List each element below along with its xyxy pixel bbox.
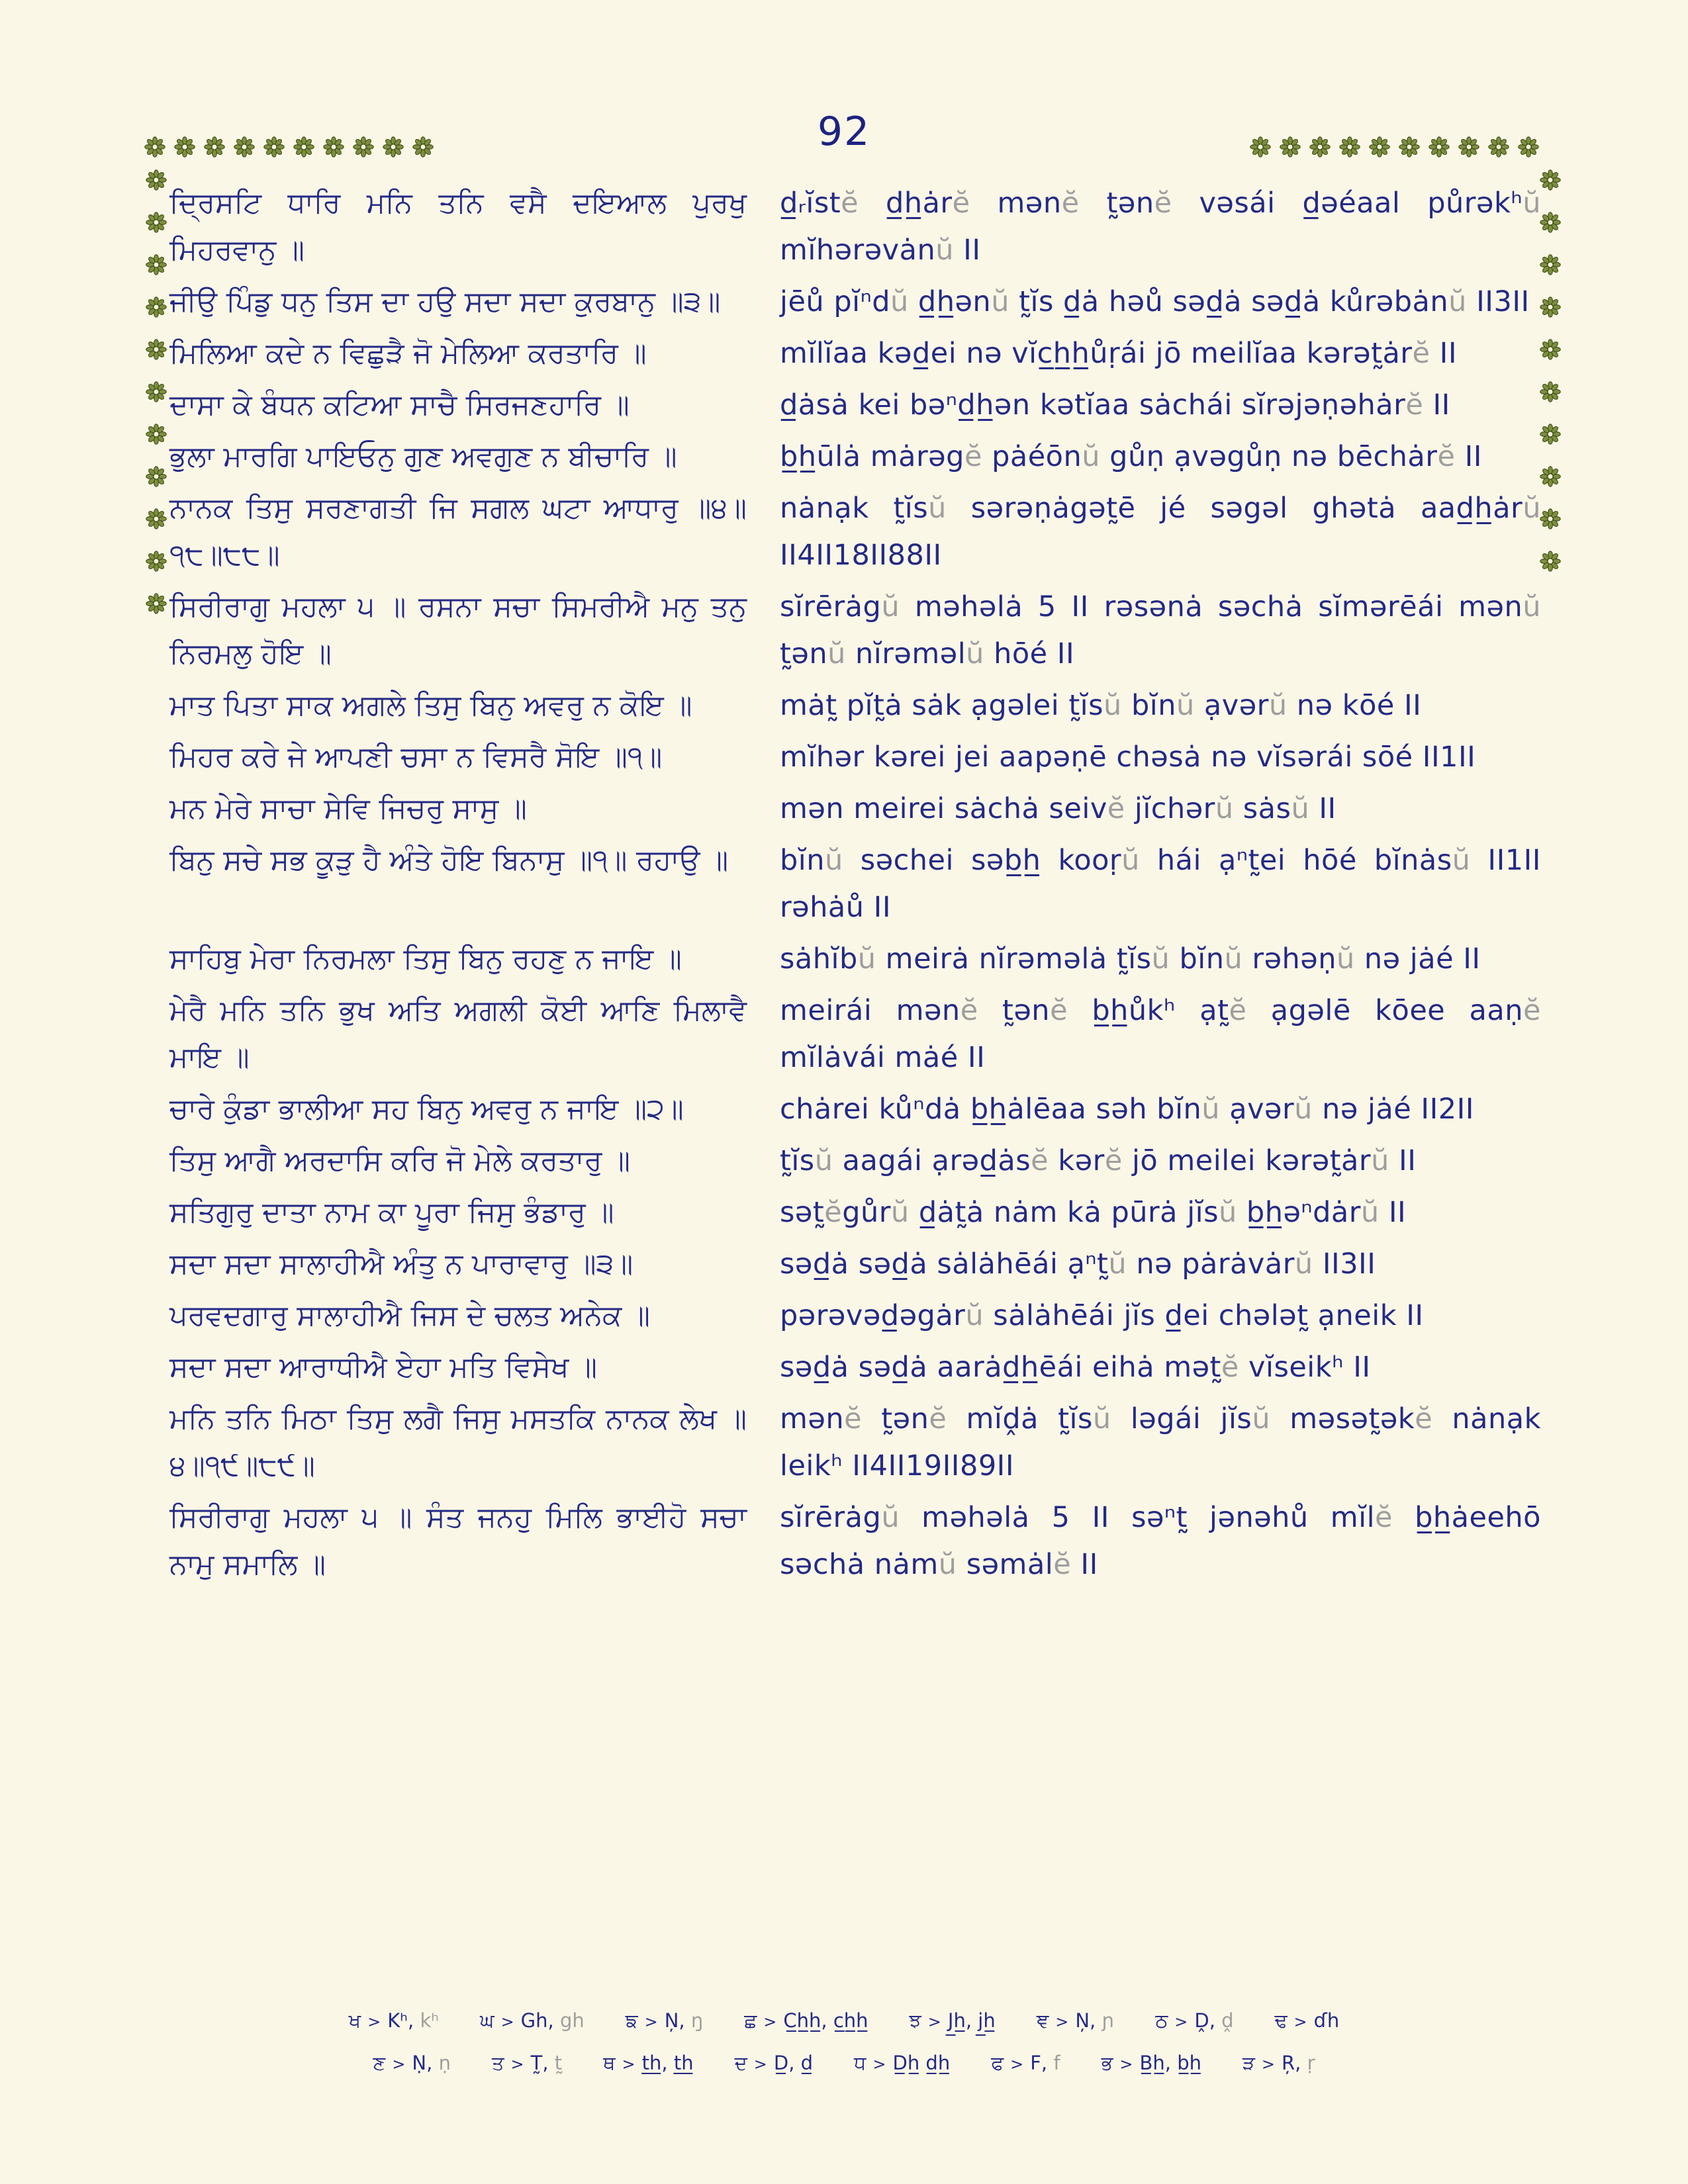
muted-letter: ŭ: [966, 637, 984, 670]
gurmukhi-letter: ਠ: [1155, 2009, 1168, 2032]
muted-letter: ĕ: [1107, 792, 1125, 825]
flower-ornament-icon: [1399, 136, 1420, 158]
muted-letter: ŭ: [857, 942, 876, 976]
muted-letter: ŭ: [1523, 187, 1541, 220]
flower-ornament-icon: [323, 136, 344, 158]
flower-ornament-icon: [1540, 381, 1561, 402]
muted-letter: ŭ: [965, 1299, 984, 1332]
muted-letter: ĕ: [1221, 1351, 1239, 1384]
muted-letter: ŭ: [1092, 1402, 1111, 1435]
muted-letter: ŭ: [1294, 1093, 1313, 1126]
transliteration-text: d̲ᵣĭstĕ d̲h̲ȧrĕ mənĕ t̰ənĕ vəsái d̲əéaal půrəkʰŭ mĭhərəvȧnŭ II: [780, 187, 1541, 267]
muted-letter: ĕ: [929, 1402, 947, 1435]
gurmukhi-text: ਭੁਲਾ ਮਾਰਗਿ ਪਾਇਓਨੁ ਗੁਣ ਅਵਗੁਣ ਨ ਬੀਚਾਰਿ ॥: [169, 440, 677, 473]
gurmukhi-letter: ਥ: [603, 2052, 616, 2074]
flower-ornament-icon: [1429, 136, 1450, 158]
gurmukhi-text: ਬਿਨੁ ਸਚੇ ਸਭ ਕੂੜੁ ਹੈ ਅੰਤੇ ਹੋਇ ਬਿਨਾਸੁ ॥੧॥ ਰਹਾਉ ॥: [169, 844, 729, 877]
legend-item: [480, 2000, 585, 2042]
gurmukhi-text: ਸਿਰੀਰਾਗੁ ਮਹਲਾ ੫ ॥ ਸੰਤ ਜਨਹੁ ਮਿਲਿ ਭਾਈਹੋ ਸਚਾ ਨਾਮੁ ਸਮਾਲਿ ॥: [169, 1501, 747, 1581]
legend-row: [0, 2000, 1688, 2042]
verse-row: [169, 330, 1541, 377]
muted-letter: ŭ: [1252, 1402, 1271, 1435]
muted-letter: ṇ: [438, 2052, 451, 2074]
transliteration-text: d̲ȧsȧ kei bəⁿd̲h̲ən kətĭaa sȧchái sĭrəjəṇəhȧrĕ II: [780, 388, 1450, 422]
legend-item: [744, 2000, 868, 2042]
mapping-text: Gh, gh: [520, 2009, 585, 2032]
legend-item: [910, 2000, 996, 2042]
muted-letter: ĕ: [960, 994, 978, 1027]
muted-letter: ĕ: [1412, 337, 1430, 370]
mapping-arrow-icon: >: [1010, 2055, 1024, 2073]
gurmukhi-text: ਮਿਹਰ ਕਰੇ ਜੇ ਆਪਣੀ ਚਸਾ ਨ ਵਿਸਰੈ ਸੋਇ ॥੧॥: [169, 741, 663, 774]
flower-ornament-icon: [1540, 466, 1561, 487]
muted-letter: gh: [559, 2009, 585, 2032]
transliteration-text: b̲h̲ūlȧ mȧrəgĕ pȧéōnŭ gůṇ ạvəgůṇ nə bēchȧrĕ II: [780, 440, 1482, 473]
mapping-arrow-icon: >: [500, 2013, 514, 2031]
mapping-text: Ṇ, ṇ: [412, 2052, 451, 2074]
mapping-text: Kʰ, kʰ: [387, 2009, 439, 2032]
flower-ornament-icon: [146, 254, 167, 275]
gurmukhi-text: ਚਾਰੇ ਕੁੰਡਾ ਭਾਲੀਆ ਸਹ ਬਿਨੁ ਅਵਰੁ ਨ ਜਾਇ ॥੨॥: [169, 1093, 684, 1126]
muted-letter: t̰: [554, 2052, 563, 2074]
legend-item: [349, 2000, 439, 2042]
flower-ornament-icon: [1369, 136, 1390, 158]
mapping-arrow-icon: >: [392, 2055, 406, 2073]
muted-letter: ĕ: [1154, 187, 1172, 220]
transliteration-text: chȧrei kůⁿdȧ b̲h̲ȧlēaa səh bĭnŭ ạvərŭ nə jȧé II2II: [780, 1093, 1474, 1126]
muted-letter: ĕ: [841, 187, 859, 220]
transliteration-text: mənĕ t̰ənĕ mĭḓȧ t̰ĭsŭ ləgái jĭsŭ məsət̰əkĕ nȧnạk leikʰ II4II19II89II: [780, 1402, 1541, 1482]
muted-letter: ĕ: [1050, 994, 1068, 1027]
muted-letter: f: [1053, 2052, 1060, 2074]
gurmukhi-letter: ਢ: [1274, 2009, 1288, 2032]
gurmukhi-text: ਦ੍ਰਿਸਟਿ ਧਾਰਿ ਮਨਿ ਤਨਿ ਵਸੈ ਦਇਆਲ ਪੁਰਖੁ ਮਿਹਰਵਾਨੁ ॥: [169, 187, 747, 267]
transliteration-text: sĭrērȧgŭ məhəlȧ 5 II rəsənȧ səchȧ sĭmərēái mənŭ t̰ənŭ nĭrəməlŭ hōé II: [780, 590, 1541, 670]
verse-row: [169, 1241, 1541, 1288]
verse-row: [169, 1138, 1541, 1185]
gurmukhi-text: ਜੀਉ ਪਿੰਡੁ ਧਨੁ ਤਿਸ ਦਾ ਹਉ ਸਦਾ ਸਦਾ ਕੁਰਬਾਨੁ ॥੩॥: [169, 285, 721, 318]
gurmukhi-text: ਮਾਤ ਪਿਤਾ ਸਾਕ ਅਗਲੇ ਤਿਸੁ ਬਿਨੁ ਅਵਰੁ ਨ ਕੋਇ ॥: [169, 689, 692, 722]
muted-letter: ŭ: [1219, 1196, 1237, 1229]
muted-letter: ŭ: [1371, 1144, 1389, 1177]
flower-ornament-icon: [146, 296, 167, 318]
verse-row: [169, 382, 1541, 429]
gurmukhi-text: ਪਰਵਦਗਾਰੁ ਸਾਲਾਹੀਐ ਜਿਸ ਦੇ ਚਲਤ ਅਨੇਕ ॥: [169, 1299, 650, 1332]
flower-ornament-icon: [1540, 212, 1561, 233]
muted-letter: ŭ: [1151, 942, 1170, 976]
muted-letter: ŭ: [1523, 492, 1541, 525]
verse-row: [169, 485, 1541, 579]
verse-row: [169, 682, 1541, 729]
gurmukhi-text: ਸਦਾ ਸਦਾ ਆਰਾਧੀਐ ਏਹਾ ਮਤਿ ਵਿਸੇਖ ॥: [169, 1351, 598, 1384]
mapping-arrow-icon: >: [510, 2055, 524, 2073]
flower-ornament-icon: [1540, 296, 1561, 318]
verse-row: [169, 279, 1541, 326]
muted-letter: ŭ: [1224, 942, 1243, 976]
mapping-arrow-icon: >: [367, 2013, 381, 2031]
mapping-arrow-icon: >: [1055, 2013, 1069, 2031]
gurmukhi-text: ਦਾਸਾ ਕੇ ਬੰਧਨ ਕਟਿਆ ਸਾਚੈ ਸਿਰਜਣਹਾਰਿ ॥: [169, 388, 630, 422]
mapping-arrow-icon: >: [763, 2013, 777, 2031]
gurmukhi-text: ਸਦਾ ਸਦਾ ਸਾਲਾਹੀਐ ਅੰਤੁ ਨ ਪਾਰਾਵਾਰੁ ॥੩॥: [169, 1248, 633, 1281]
flower-ornament-icon: [146, 466, 167, 487]
flower-ornament-icon: [1540, 424, 1561, 445]
mapping-text: R̦, ṛ: [1282, 2052, 1315, 2074]
transliteration-text: səd̲ȧ səd̲ȧ aarȧd̲h̲ēái eihȧ mət̰ĕ vĭseikʰ II: [780, 1351, 1371, 1384]
legend-item: [854, 2042, 950, 2085]
gurmukhi-letter: ਞ: [1036, 2009, 1049, 2032]
mapping-text: N̦, ɲ: [1075, 2009, 1115, 2032]
muted-letter: ŭ: [1176, 689, 1195, 722]
muted-letter: ṛ: [1307, 2052, 1315, 2074]
mapping-arrow-icon: >: [1174, 2013, 1188, 2031]
gurmukhi-text: ਮਿਲਿਆ ਕਦੇ ਨ ਵਿਛੁੜੈ ਜੋ ਮੇਲਿਆ ਕਰਤਾਰਿ ॥: [169, 337, 647, 370]
gurmukhi-letter: ਤ: [491, 2052, 504, 2074]
muted-letter: ŭ: [1336, 942, 1355, 976]
gurmukhi-text: ਸਿਰੀਰਾਗੁ ਮਹਲਾ ੫ ॥ ਰਸਨਾ ਸਚਾ ਸਿਮਰੀਐ ਮਨੁ ਤਨੁ ਨਿਰਮਲੁ ਹੋਇ ॥: [169, 590, 747, 670]
muted-letter: ŭ: [890, 1196, 910, 1229]
legend-item: [991, 2042, 1060, 2085]
gurmukhi-text: ਮੇਰੈ ਮਨਿ ਤਨਿ ਭੁਖ ਅਤਿ ਅਗਲੀ ਕੋਈ ਆਣਿ ਮਿਲਾਵੈ ਮਾਇ ॥: [169, 994, 747, 1074]
flower-ornament-icon: [263, 136, 285, 158]
flower-ornament-icon: [234, 136, 255, 158]
muted-letter: ĕ: [1061, 187, 1080, 220]
flower-ornament-icon: [204, 136, 225, 158]
mapping-arrow-icon: >: [927, 2013, 941, 2031]
muted-letter: ĕ: [1229, 994, 1247, 1027]
verse-row: [169, 987, 1541, 1081]
verse-row: [169, 1189, 1541, 1236]
muted-letter: ĕ: [1437, 440, 1456, 473]
muted-letter: ĕ: [1375, 1501, 1393, 1534]
gurmukhi-letter: ਙ: [625, 2009, 638, 2032]
flower-ornament-icon: [146, 212, 167, 233]
legend-item: [626, 2000, 703, 2042]
transliteration-text: bĭnŭ səchei səb̲h̲ kooṛŭ hái ạⁿt̰ei hōé bĭnȧsŭ II1II rəhȧů II: [780, 844, 1541, 924]
flower-ornament-icon: [1540, 551, 1561, 572]
transliteration-text: sĭrērȧgŭ məhəlȧ 5 II səⁿt̰ jənəhů mĭlĕ b̲h̲ȧeehō səchȧ nȧmŭ səmȧlĕ II: [780, 1501, 1541, 1581]
transliteration-text: mĭlĭaa kəd̲ei nə vĭc̲h̲h̲ůṛái jō meilĭaa kərət̰ȧrĕ II: [780, 337, 1458, 370]
transliteration-text: t̰ĭsŭ aagái ạrəd̲ȧsĕ kərĕ jō meilei kərət̰ȧrŭ II: [780, 1144, 1417, 1177]
transliteration-text: pərəvəd̲əgȧrŭ sȧlȧhēái jĭs d̲ei chələt̰ ạneik II: [780, 1299, 1424, 1332]
verse-row: [169, 584, 1541, 678]
gurmukhi-text: ਸਾਹਿਬੁ ਮੇਰਾ ਨਿਰਮਲਾ ਤਿਸੁ ਬਿਨੁ ਰਹਣੁ ਨ ਜਾਇ ॥: [169, 942, 682, 976]
muted-letter: ŭ: [881, 590, 900, 623]
mapping-text: F, f: [1030, 2052, 1060, 2074]
legend-item: [1102, 2042, 1201, 2085]
flower-ornament-icon: [144, 136, 165, 158]
muted-letter: ḓ: [1221, 2009, 1234, 2032]
muted-letter: ŭ: [827, 637, 846, 670]
transliteration-text: jēů pĭⁿdŭ d̲h̲ənŭ t̰ĭs d̲ȧ həů səd̲ȧ səd̲ȧ kůrəbȧnŭ II3II: [780, 285, 1530, 318]
gurmukhi-text: ਸਤਿਗੁਰੁ ਦਾਤਾ ਨਾਮ ਕਾ ਪੂਰਾ ਜਿਸੁ ਭੰਡਾਰੁ ॥: [169, 1196, 614, 1229]
ornament-column-left: [146, 169, 167, 614]
flower-ornament-icon: [1339, 136, 1360, 158]
muted-letter: ŭ: [1215, 792, 1234, 825]
muted-letter: ĕ: [1104, 1144, 1123, 1177]
muted-letter: ŭ: [1108, 1248, 1127, 1281]
gurmukhi-letter: ਦ: [734, 2052, 747, 2074]
muted-letter: ŭ: [881, 1501, 900, 1534]
muted-letter: ŭ: [1121, 844, 1140, 877]
mapping-text: C̲h̲h̲, c̲h̲h̲: [783, 2009, 868, 2032]
flower-ornament-icon: [1540, 169, 1561, 191]
muted-letter: ĕ: [1053, 1548, 1072, 1581]
muted-letter: ŭ: [1360, 1196, 1380, 1229]
flower-ornament-icon: [146, 169, 167, 191]
mapping-arrow-icon: >: [1293, 2013, 1307, 2031]
ornament-column-right: [1540, 169, 1561, 572]
flower-ornament-icon: [146, 593, 167, 614]
mapping-arrow-icon: >: [1119, 2055, 1133, 2073]
gurmukhi-letter: ਭ: [1101, 2052, 1113, 2074]
muted-letter: ĕ: [1415, 1402, 1433, 1435]
legend-item: [1243, 2042, 1315, 2085]
gurmukhi-text: ਮਨਿ ਤਨਿ ਮਿਠਾ ਤਿਸੁ ਲਗੈ ਜਿਸੁ ਮਸਤਕਿ ਨਾਨਕ ਲੇਖ ॥੪॥੧੯॥੮੯॥: [169, 1402, 747, 1482]
mapping-arrow-icon: >: [644, 2013, 658, 2031]
page-number: 92: [817, 109, 871, 155]
mapping-text: D̲h̲ d̲h̲: [892, 2052, 951, 2074]
verses-container: [169, 180, 1541, 1593]
muted-letter: ĕ: [964, 440, 982, 473]
mapping-text: ɗh: [1313, 2009, 1340, 2032]
muted-letter: ŭ: [991, 285, 1009, 318]
verse-row: [169, 433, 1541, 480]
flower-ornament-icon: [146, 381, 167, 402]
muted-letter: ŭ: [1448, 285, 1467, 318]
mapping-text: J̲h̲, j̲h̲: [947, 2009, 996, 2032]
gurmukhi-letter: ਝ: [909, 2009, 921, 2032]
muted-letter: ŭ: [825, 844, 843, 877]
transliteration-text: sȧhĭbŭ meirȧ nĭrəməlȧ t̰ĭsŭ bĭnŭ rəhəṇŭ nə jȧé II: [780, 942, 1481, 976]
muted-letter: ŭ: [935, 234, 954, 267]
legend-item: [1037, 2000, 1115, 2042]
gurmukhi-letter: ੜ: [1242, 2052, 1255, 2074]
mapping-arrow-icon: >: [1261, 2055, 1276, 2073]
legend-item: [603, 2042, 693, 2085]
muted-letter: ŭ: [1268, 689, 1288, 722]
muted-letter: ŭ: [1291, 792, 1310, 825]
transliteration-text: mȧt̰ pĭt̰ȧ sȧk ạgəlei t̰ĭsŭ bĭnŭ ạvərŭ nə kōé II: [780, 689, 1422, 722]
flower-ornament-icon: [174, 136, 195, 158]
muted-letter: ŭ: [928, 492, 947, 525]
verse-row: [169, 786, 1541, 833]
ornament-row-top-right: [1250, 136, 1539, 158]
legend-item: [1275, 2000, 1340, 2042]
flower-ornament-icon: [412, 136, 434, 158]
muted-letter: ŋ: [690, 2009, 704, 2032]
muted-letter: kʰ: [420, 2009, 439, 2032]
flower-ornament-icon: [1280, 136, 1301, 158]
mapping-text: D̲, d̲: [773, 2052, 814, 2074]
transliteration-text: nȧnạk t̰ĭsŭ sərəṇȧgət̰ē jé səgəl ghətȧ aad̲h̲ȧrŭ II4II18II88II: [780, 492, 1541, 572]
verse-row: [169, 1344, 1541, 1391]
gurmukhi-letter: ਘ: [479, 2009, 494, 2032]
verse-row: [169, 734, 1541, 781]
mapping-text: T̰, t̰: [530, 2052, 563, 2074]
transliteration-text: mĭhər kərei jei aapəṇē chəsȧ nə vĭsərái sōé II1II: [780, 741, 1476, 774]
transliteration-text: meirái mənĕ t̰ənĕ b̲h̲ůkʰ ạt̰ĕ ạgəlē kōee aaṇĕ mĭlȧvái mȧé II: [780, 994, 1541, 1074]
mapping-arrow-icon: >: [872, 2055, 886, 2073]
muted-letter: ŭ: [1103, 689, 1122, 722]
flower-ornament-icon: [1540, 254, 1561, 275]
gurmukhi-text: ਤਿਸੁ ਆਗੈ ਅਰਦਾਸਿ ਕਰਿ ਜੋ ਮੇਲੇ ਕਰਤਾਰੁ ॥: [169, 1144, 631, 1177]
ornament-row-top-left: [144, 136, 434, 158]
transliteration-text: sət̰ĕgůrŭ d̲ȧt̰ȧ nȧm kȧ pūrȧ jĭsŭ b̲h̲əⁿdȧrŭ II: [780, 1196, 1407, 1229]
flower-ornament-icon: [146, 339, 167, 360]
muted-letter: ĕ: [824, 1196, 843, 1229]
gurmukhi-letter: ਛ: [744, 2009, 757, 2032]
muted-letter: ĕ: [844, 1402, 863, 1435]
flower-ornament-icon: [1540, 508, 1561, 529]
muted-letter: ĕ: [1405, 388, 1424, 422]
muted-letter: ɲ: [1102, 2009, 1115, 2032]
muted-letter: ŭ: [1523, 590, 1541, 623]
gurmukhi-letter: ਧ: [854, 2052, 867, 2074]
flower-ornament-icon: [1458, 136, 1479, 158]
verse-row: [169, 1494, 1541, 1588]
mapping-arrow-icon: >: [753, 2055, 767, 2073]
muted-letter: ĕ: [1031, 1144, 1049, 1177]
verse-row: [169, 1396, 1541, 1490]
flower-ornament-icon: [293, 136, 314, 158]
verse-row: [169, 1086, 1541, 1133]
gurmukhi-letter: ਣ: [373, 2052, 386, 2074]
flower-ornament-icon: [1250, 136, 1271, 158]
legend-item: [492, 2042, 562, 2085]
legend-item: [735, 2042, 814, 2085]
muted-letter: ŭ: [1201, 1093, 1221, 1126]
muted-letter: ŭ: [814, 1144, 833, 1177]
flower-ornament-icon: [146, 551, 167, 572]
legend-item: [373, 2042, 451, 2085]
verse-row: [169, 1293, 1541, 1340]
muted-letter: ĕ: [952, 187, 970, 220]
gurmukhi-letter: ਖ: [348, 2009, 361, 2032]
mapping-text: B̲h̲, b̲h̲: [1139, 2052, 1201, 2074]
muted-letter: ŭ: [1294, 1248, 1313, 1281]
muted-letter: ĕ: [1523, 994, 1541, 1027]
verse-row: [169, 180, 1541, 274]
mapping-text: t̲h̲, t̲h̲: [641, 2052, 694, 2074]
flower-ornament-icon: [1540, 339, 1561, 360]
flower-ornament-icon: [383, 136, 404, 158]
flower-ornament-icon: [353, 136, 374, 158]
muted-letter: ŭ: [1452, 844, 1471, 877]
verse-row: [169, 936, 1541, 983]
flower-ornament-icon: [1309, 136, 1331, 158]
legend-row: [0, 2042, 1688, 2085]
muted-letter: ŭ: [1082, 440, 1101, 473]
mapping-text: N̦, ŋ: [664, 2009, 704, 2032]
transliteration-text: mən meirei sȧchȧ seivĕ jĭchərŭ sȧsŭ II: [780, 792, 1336, 825]
verse-row: [169, 837, 1541, 931]
mapping-text: Ḓ, ḓ: [1194, 2009, 1234, 2032]
transliteration-text: səd̲ȧ səd̲ȧ sȧlȧhēái ạⁿt̰ŭ nə pȧrȧvȧrŭ II3II: [780, 1248, 1376, 1281]
gurmukhi-text: ਮਨ ਮੇਰੇ ਸਾਚਾ ਸੇਵਿ ਜਿਚਰੁ ਸਾਸੁ ॥: [169, 792, 527, 825]
muted-letter: ŭ: [938, 1548, 957, 1581]
muted-letter: ŭ: [890, 285, 909, 318]
gurmukhi-letter: ਫ: [991, 2052, 1004, 2074]
flower-ornament-icon: [1488, 136, 1509, 158]
flower-ornament-icon: [146, 424, 167, 445]
flower-ornament-icon: [1518, 136, 1539, 158]
transliteration-legend: [0, 2000, 1688, 2085]
flower-ornament-icon: [146, 508, 167, 529]
gurmukhi-text: ਨਾਨਕ ਤਿਸੁ ਸਰਣਾਗਤੀ ਜਿ ਸਗਲ ਘਟਾ ਆਧਾਰੁ ॥੪॥੧੮॥੮੮॥: [169, 492, 747, 572]
mapping-arrow-icon: >: [622, 2055, 635, 2073]
legend-item: [1155, 2000, 1233, 2042]
